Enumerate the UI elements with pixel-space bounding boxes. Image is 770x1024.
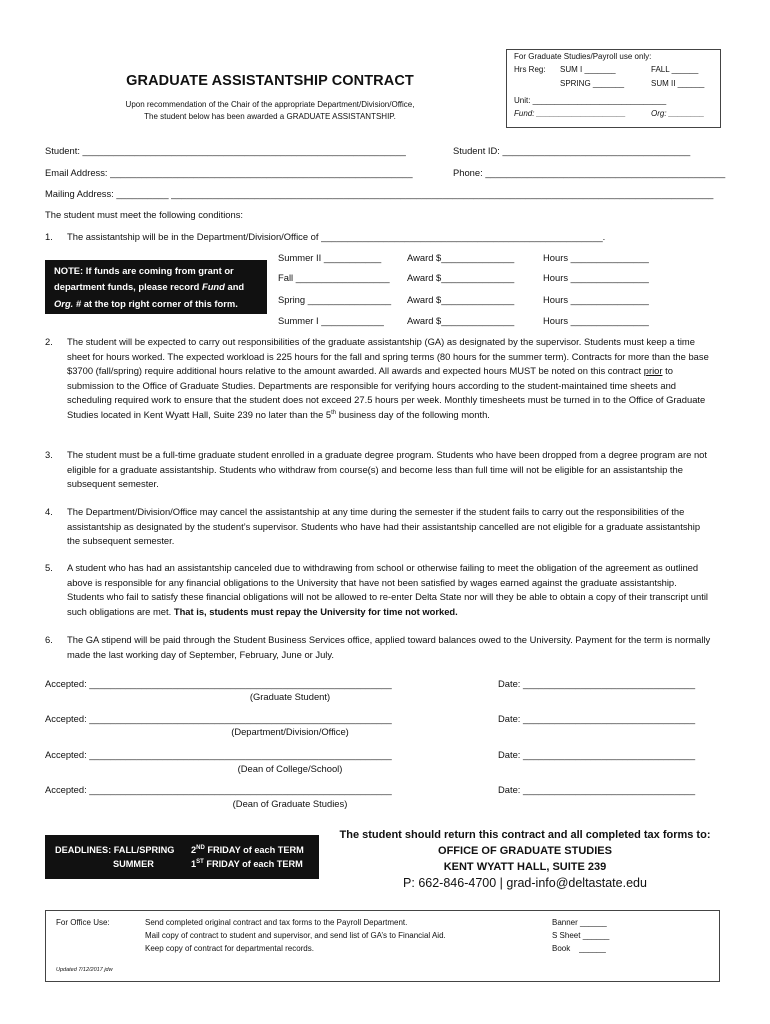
date-line-student[interactable]: Date: _________________________________ xyxy=(498,678,696,689)
return-info-contact[interactable]: P: 662-846-4700 | grad-info@deltastate.edu xyxy=(403,876,647,890)
condition-6-text: The GA stipend will be paid through the Student Business Services office, applied toward balances owed to the University. Payment for the term is normally made the last working day of September, February, June or July. xyxy=(67,634,711,660)
note-line3: Org. # at the top right corner of this form. xyxy=(54,297,238,309)
condition-2-text: The student will be expected to carry out responsibilities of the graduate assistantship (GA) as designated by the supervisor. Students must keep a time sheet for hours worked. The expected workload is 225 hours for the fall and spring terms (80 hours for the summer term). Contracts for more than the base $3700 (fall/spring) require additional hours relative to the amount awarded. All awards and expected hours MUST be noted on this contract prior to submission to the Office of Graduate Studies. Departments are responsible for verifying hours according to the student-maintained time sheets and scheduling required work to ensure that the student does not exceed 27.5 hours per week. Monthly timesheets must be turned in to the Office of Graduate Studies located in Kent Wyatt Hall, Suite 239 no later than the 5th business day of the following month. xyxy=(67,336,709,420)
return-info-office: OFFICE OF GRADUATE STUDIES xyxy=(438,845,612,857)
hours-summer2[interactable]: Hours _______________ xyxy=(543,252,649,263)
updated-note: Updated 7/12/2017 jdw xyxy=(56,967,113,973)
signature-line-dean-graduate[interactable]: Accepted: __________________________________________________________ xyxy=(45,784,392,795)
condition-3-number: 3. xyxy=(45,449,53,460)
note-box xyxy=(45,260,267,314)
condition-4-text: The Department/Division/Office may cancel the assistantship at any time during the semester if the student fails to carry out the responsibilities of the assistantship as designated by the student’s supervisor. Students who have had their assistantship cancelled are not eligible for a graduate assistantship the subsequent semester. xyxy=(67,506,701,547)
return-info-line1: The student should return this contract and all completed tax forms to: xyxy=(339,829,711,841)
term-fall[interactable]: Fall __________________ xyxy=(278,272,390,283)
header-line2: The student below has been awarded a GRADUATE ASSISTANTSHIP. xyxy=(144,112,396,121)
phone-field[interactable]: Phone: ______________________________________________ xyxy=(453,167,726,178)
book-field[interactable]: Book ______ xyxy=(552,944,606,953)
signature-role-student: (Graduate Student) xyxy=(249,691,331,702)
signature-role-dean-graduate: (Dean of Graduate Studies) xyxy=(232,798,348,809)
deadline-summer-label: SUMMER xyxy=(113,859,154,869)
fund-field[interactable]: Fund: ____________________ xyxy=(514,109,626,118)
award-spring[interactable]: Award $______________ xyxy=(407,294,515,305)
condition-1-number: 1. xyxy=(45,231,53,242)
note-line1: NOTE: If funds are coming from grant or xyxy=(54,265,234,276)
term-summer2[interactable]: Summer II ___________ xyxy=(278,252,382,263)
banner-field[interactable]: Banner ______ xyxy=(552,918,607,927)
student-id-field[interactable]: Student ID: ____________________________________ xyxy=(453,145,691,156)
date-line-dean-graduate[interactable]: Date: _________________________________ xyxy=(498,784,696,795)
condition-5-number: 5. xyxy=(45,562,53,573)
award-summer2[interactable]: Award $______________ xyxy=(407,252,515,263)
page-title: GRADUATE ASSISTANTSHIP CONTRACT xyxy=(126,73,414,89)
org-field[interactable]: Org: ________ xyxy=(651,109,705,118)
conditions-intro: The student must meet the following conditions: xyxy=(45,209,244,220)
fall-field[interactable]: FALL ______ xyxy=(651,65,699,74)
signature-role-department: (Department/Division/Office) xyxy=(231,726,349,737)
signature-role-dean-college: (Dean of College/School) xyxy=(237,763,343,774)
deadline-fall-spring-value: 2ND FRIDAY of each TERM xyxy=(191,844,304,855)
condition-6-number: 6. xyxy=(45,634,53,645)
hours-spring[interactable]: Hours _______________ xyxy=(543,294,649,305)
s-sheet-field[interactable]: S Sheet ______ xyxy=(552,931,610,940)
header-line1: Upon recommendation of the Chair of the appropriate Department/Division/Office, xyxy=(125,100,415,109)
unit-field[interactable]: Unit: ______________________________ xyxy=(514,96,667,105)
sum2-field[interactable]: SUM II ______ xyxy=(651,79,705,88)
deadlines-box xyxy=(45,835,319,879)
signature-line-dean-college[interactable]: Accepted: __________________________________________________________ xyxy=(45,749,392,760)
return-info-address: KENT WYATT HALL, SUITE 239 xyxy=(443,861,607,873)
condition-2-number: 2. xyxy=(45,336,53,347)
condition-3-text: The student must be a full-time graduate student enrolled in a graduate degree program. Students who have been dropped from a degree program are not eligible for a graduate assistantship. Students who withdraw from course(s) and become less than full time will not be eligible for an assistantship the subsequent semester. xyxy=(67,449,707,490)
signature-line-department[interactable]: Accepted: __________________________________________________________ xyxy=(45,713,392,724)
condition-5-text: A student who has had an assistantship canceled due to withdrawing from school or otherwise failing to meet the obligation of the agreement as outlined above is responsible for any financial obligations to the University that have not been satisfied by wages earned against the graduate assistantship. Students who fail to satisfy these financial obligations will not be allowed to re-enter Delta State nor will they be able to obtain a copy of their transcript until such obligations are met. That is, students must repay the University for time not worked. xyxy=(67,562,708,617)
condition-4-number: 4. xyxy=(45,506,53,517)
hours-summer1[interactable]: Hours _______________ xyxy=(543,315,649,326)
spring-field[interactable]: SPRING _______ xyxy=(560,79,625,88)
hrs-reg-label: Hrs Reg: xyxy=(514,65,546,74)
office-footer-label: For Office Use: xyxy=(56,918,110,927)
deadline-summer-value: 1ST FRIDAY of each TERM xyxy=(191,858,303,869)
office-step-1: Send completed original contract and tax forms to the Payroll Department. xyxy=(145,918,408,927)
mailing-address-field[interactable]: Mailing Address: __________ ________________________________________________________________________________________________________ xyxy=(45,188,714,199)
term-summer1[interactable]: Summer I ____________ xyxy=(278,315,384,326)
office-step-2: Mail copy of contract to student and supervisor, and send list of GA’s to Financial Aid. xyxy=(145,931,446,940)
condition-1-text[interactable]: The assistantship will be in the Department/Division/Office of ______________________________________________________. xyxy=(67,231,606,242)
signature-line-student[interactable]: Accepted: __________________________________________________________ xyxy=(45,678,392,689)
office-use-heading: For Graduate Studies/Payroll use only: xyxy=(514,52,652,61)
hours-fall[interactable]: Hours _______________ xyxy=(543,272,649,283)
office-step-3: Keep copy of contract for departmental records. xyxy=(145,944,314,953)
award-summer1[interactable]: Award $______________ xyxy=(407,315,515,326)
note-line2: department funds, please record Fund and xyxy=(54,281,245,293)
sum1-field[interactable]: SUM I _______ xyxy=(560,65,616,74)
email-field[interactable]: Email Address: __________________________________________________________ xyxy=(45,167,413,178)
date-line-dean-college[interactable]: Date: _________________________________ xyxy=(498,749,696,760)
condition-1 xyxy=(45,230,715,244)
deadline-fall-spring-label: DEADLINES: FALL/SPRING xyxy=(55,845,175,855)
student-field[interactable]: Student: ______________________________________________________________ xyxy=(45,145,406,156)
award-fall[interactable]: Award $______________ xyxy=(407,272,515,283)
date-line-department[interactable]: Date: _________________________________ xyxy=(498,713,696,724)
term-spring[interactable]: Spring ________________ xyxy=(278,294,392,305)
